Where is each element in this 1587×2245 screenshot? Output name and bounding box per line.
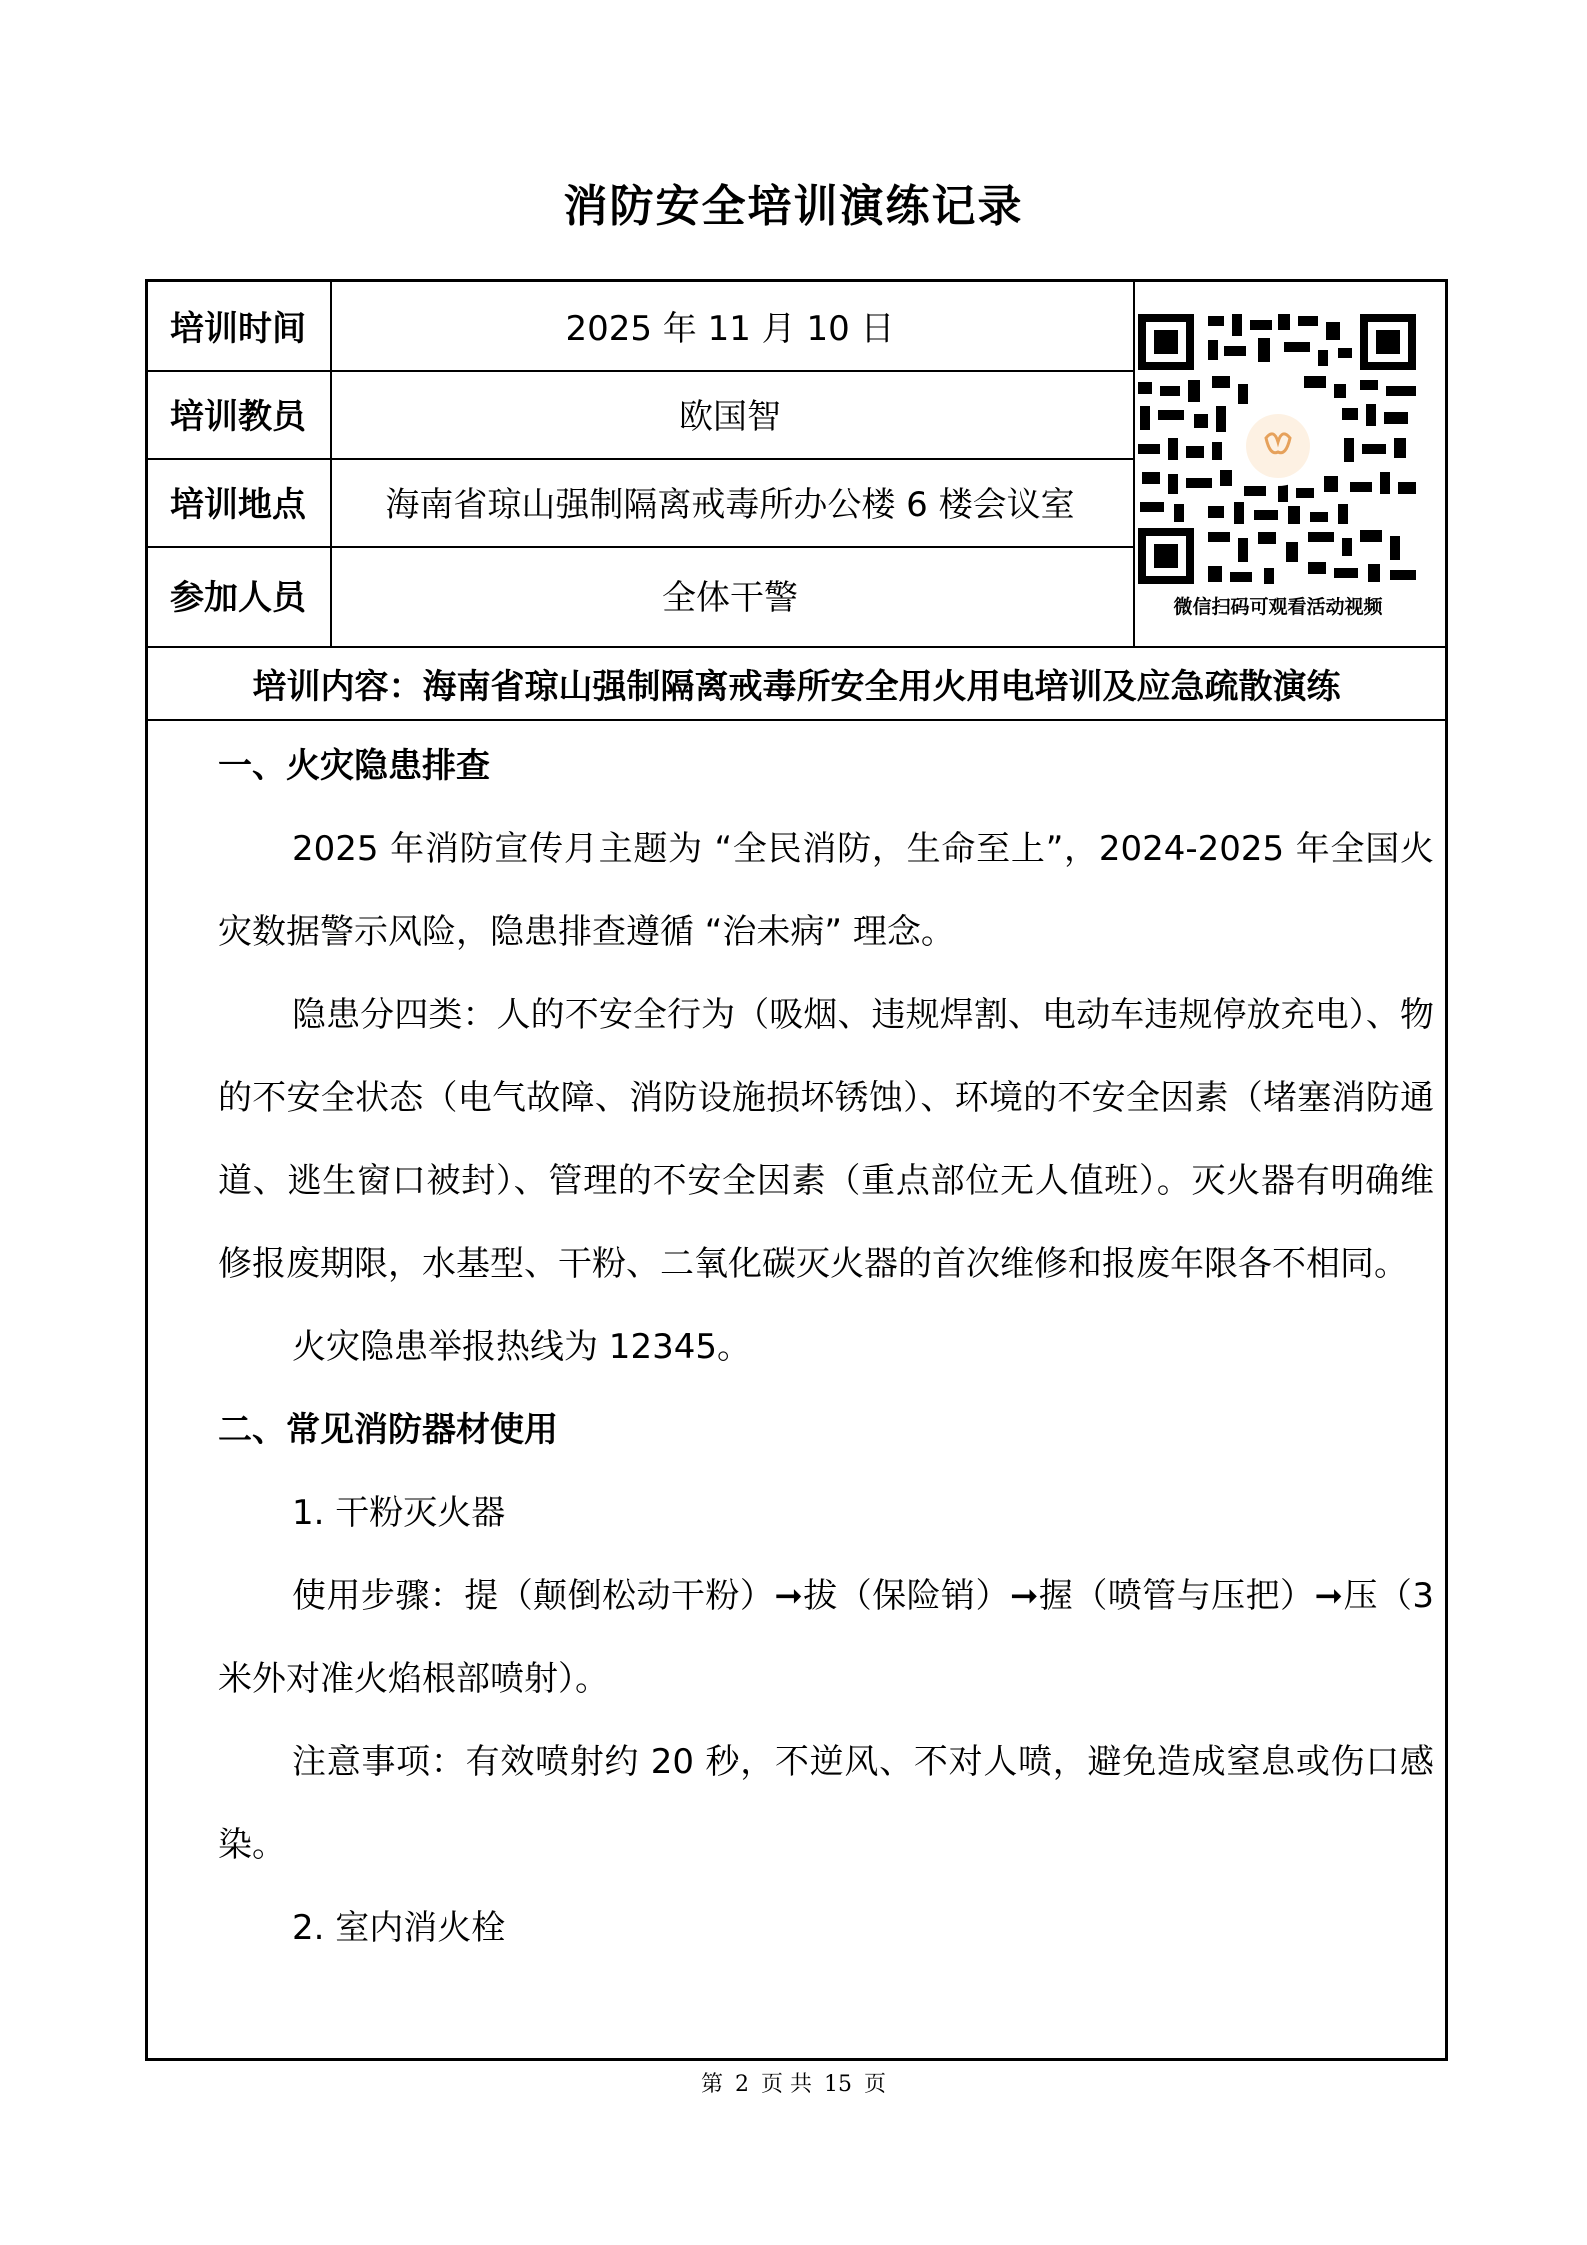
qr-caption: 微信扫码可观看活动视频: [1173, 596, 1383, 618]
training-time-label: 培训时间: [170, 309, 306, 349]
participants-label: 参加人员: [170, 577, 306, 618]
page-footer: [0, 2067, 1587, 2098]
qr-code-graphic: [1128, 306, 1428, 586]
footer-mid: 页 共: [761, 2072, 812, 2097]
section-heading: 一、火灾隐患排查: [218, 746, 490, 786]
footer-prefix: 第: [700, 2072, 723, 2097]
qr-code[interactable]: [1128, 306, 1428, 626]
paragraph: 火灾隐患举报热线为 12345。: [292, 1327, 751, 1367]
paragraph: 隐患分四类：人的不安全行为（吸烟、违规焊割、电动车违规停放充电）、物的不安全状态（电气故障、消防设施损坏锈蚀）、环境的不安全因素（堵塞消防通道、逃生窗口被封）、管理的不安全因素（重点部位无人值班）。灭火器有明确维修报废期限，水基型、干粉、二氧化碳灭火器的首次维修和报废年限各不相同。: [218, 995, 1434, 1284]
training-content-body: [218, 725, 1434, 1970]
divider: [148, 719, 1445, 721]
list-item: 1. 干粉灭火器: [292, 1493, 506, 1533]
paragraph: 注意事项：有效喷射约 20 秒，不逆风、不对人喷，避免造成窒息或伤口感染。: [218, 1742, 1434, 1865]
location-value: 海南省琼山强制隔离戒毒所办公楼 6 楼会议室: [385, 485, 1075, 525]
page-number: 2: [735, 2072, 749, 2097]
instructor-value: 欧国智: [679, 397, 781, 437]
footer-suffix: 页: [864, 2072, 887, 2097]
document-title: 消防安全培训演练记录: [563, 181, 1024, 232]
list-item: 2. 室内消火栓: [292, 1908, 506, 1948]
paragraph: 使用步骤：提（颠倒松动干粉）➞拔（保险销）➞握（喷管与压把）➞压（3 米外对准火焰根部喷射）。: [218, 1576, 1434, 1699]
section-heading: 二、常见消防器材使用: [218, 1410, 558, 1450]
participants-value: 全体干警: [662, 577, 798, 618]
page-total: 15: [824, 2072, 852, 2097]
training-content-title: 培训内容：海南省琼山强制隔离戒毒所安全用火用电培训及应急疏散演练: [252, 666, 1341, 707]
training-time-value: 2025 年 11 月 10 日: [565, 309, 895, 349]
location-label: 培训地点: [170, 485, 306, 525]
paragraph: 2025 年消防宣传月主题为 “全民消防，生命至上”，2024-2025 年全国火灾数据警示风险，隐患排查遵循 “治未病” 理念。: [218, 829, 1434, 952]
instructor-label: 培训教员: [170, 397, 306, 437]
